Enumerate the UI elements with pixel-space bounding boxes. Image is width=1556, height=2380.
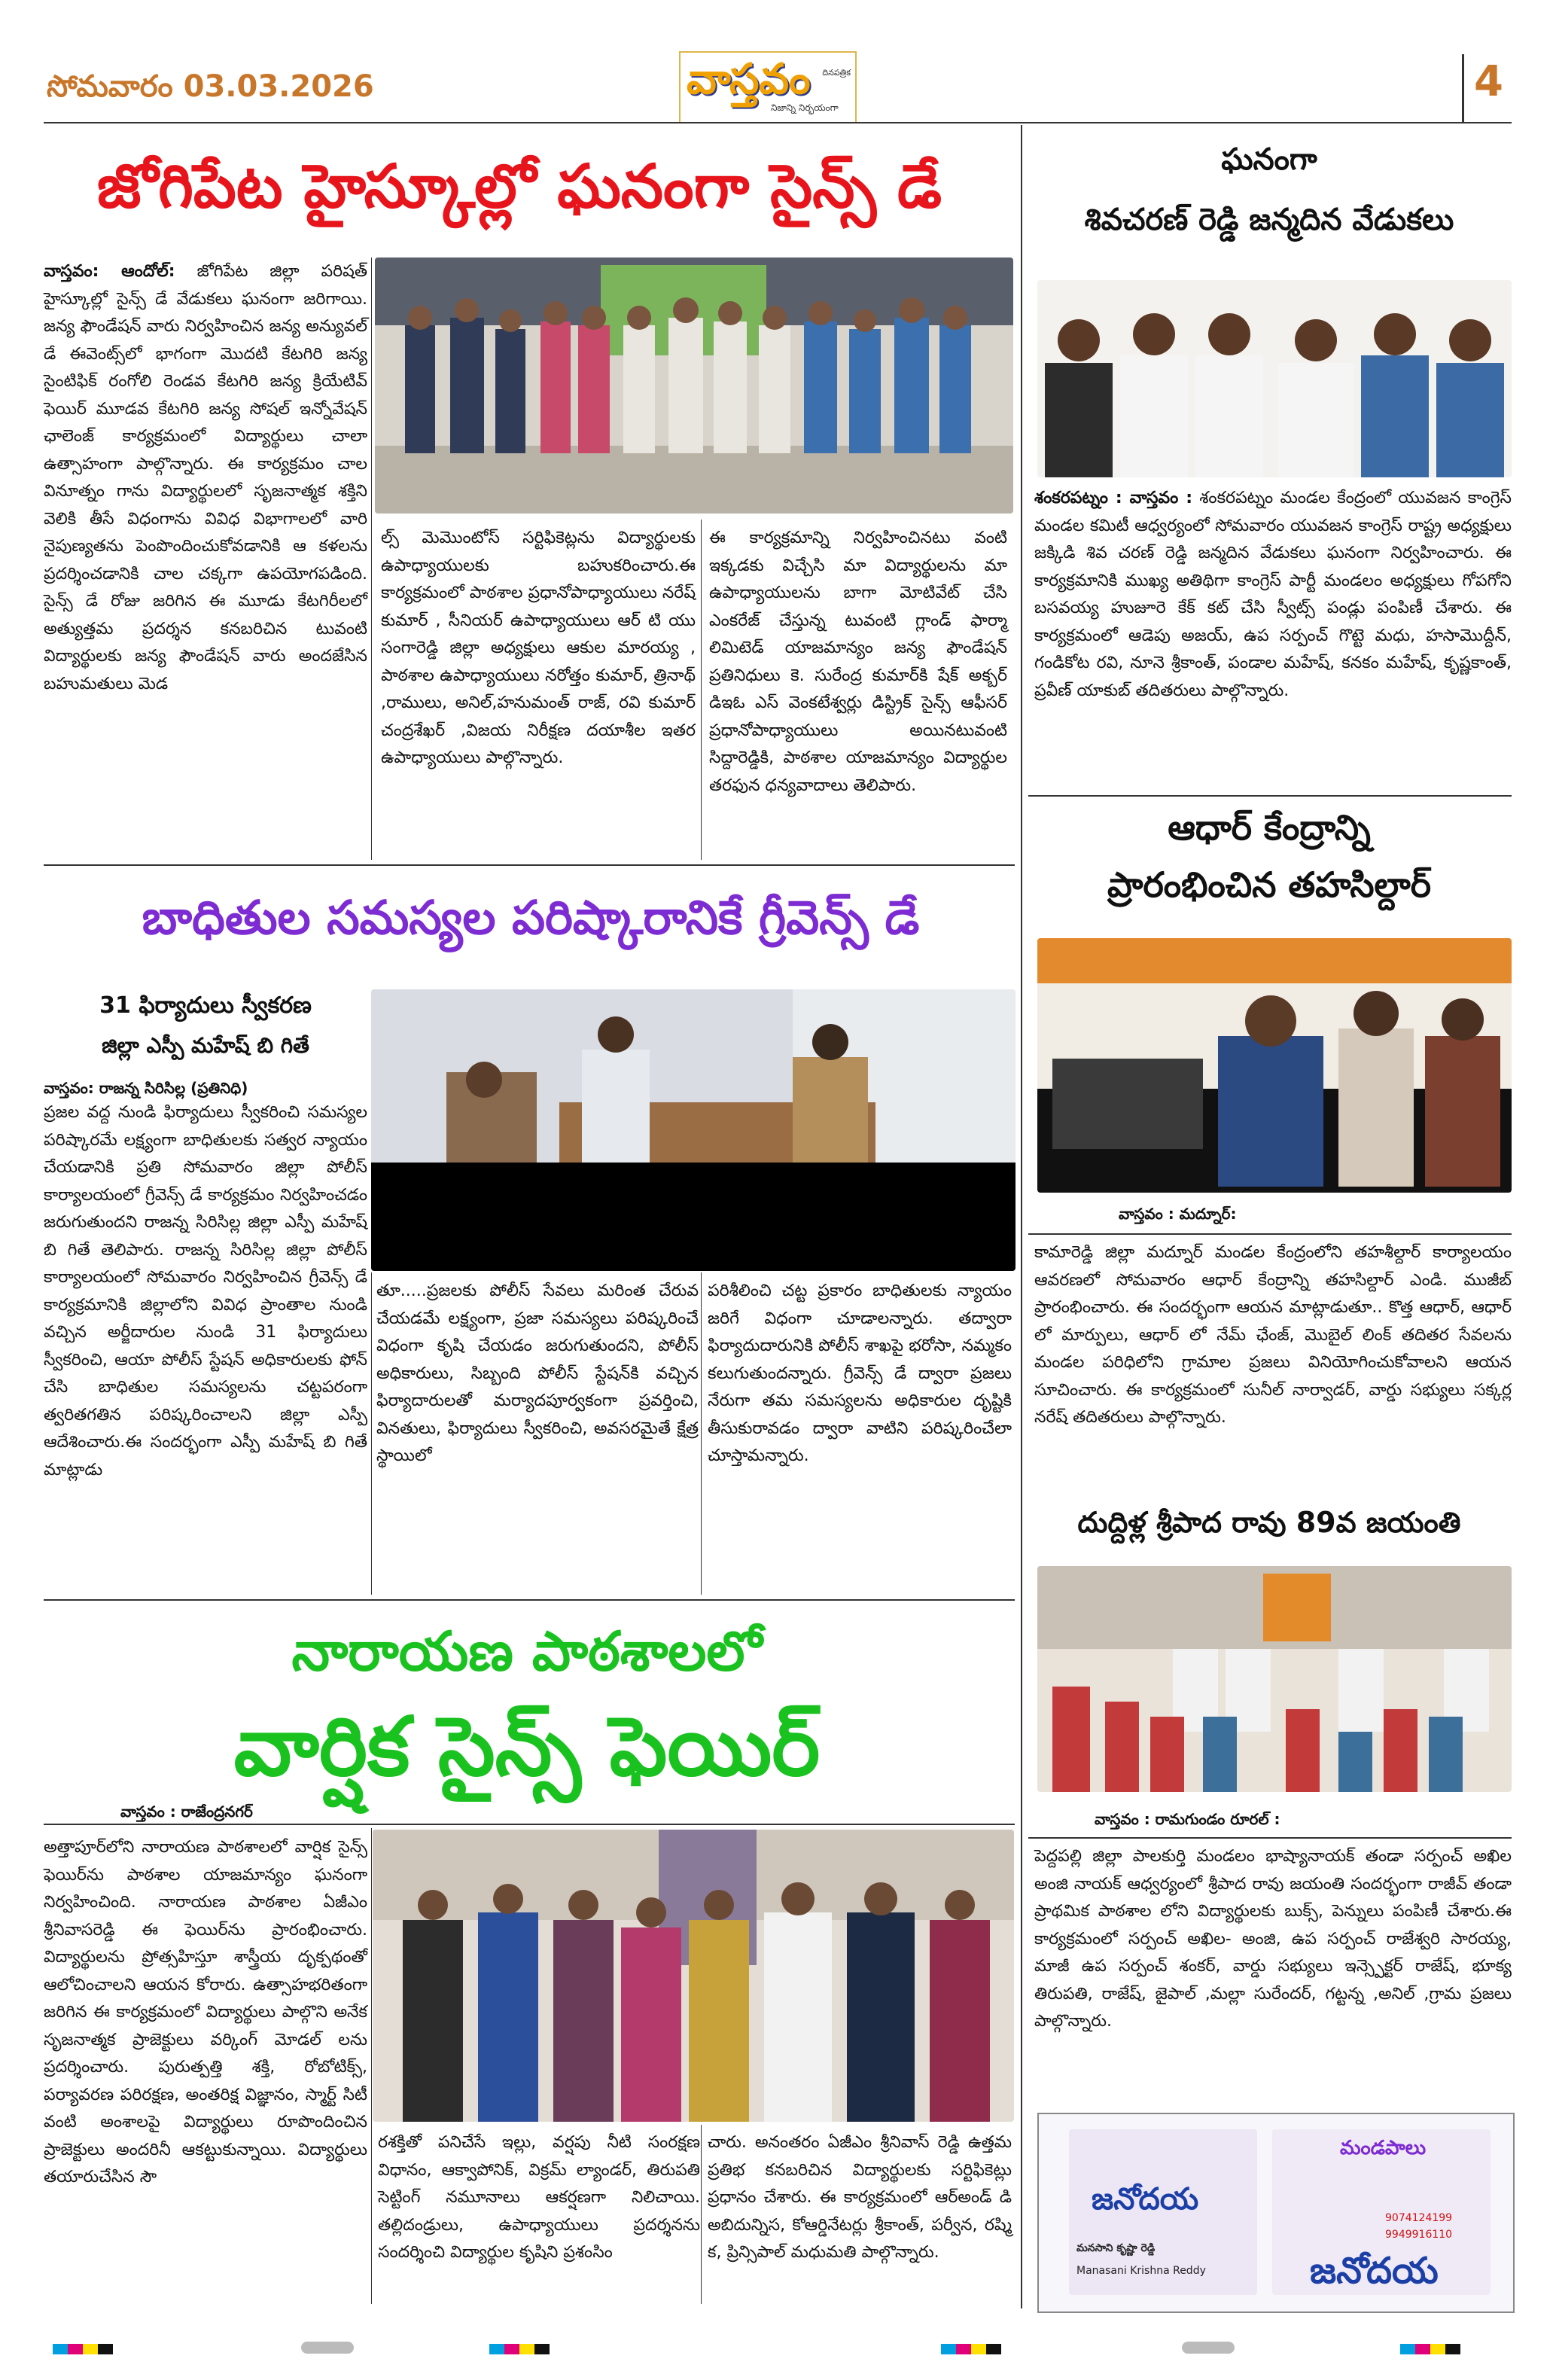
right-column-divider xyxy=(1021,125,1022,2308)
story3-col1 xyxy=(44,1834,367,2192)
right2-body xyxy=(1034,1239,1512,1432)
story1-col1 xyxy=(44,258,367,698)
advertisement xyxy=(1037,2113,1515,2313)
story3-headline-line1: నారాయణ పాఠశాలలో xyxy=(291,1620,763,1683)
right3-dateline-rule xyxy=(1028,1837,1512,1839)
story1-col1-text: జోగిపేట జిల్లా పరిషత్ హైస్కూల్లో సైన్స్ డే వేడుకలు ఘనంగా జరిగాయి. జన్య ఫౌండేషన్ వారు నిర్వహించిన జన్య అన్యువల్ డే ఈవెంట్స్‌లో భాగంగా మొదటి కేటగిరి జన్య సైంటిఫిక్ రంగోలి రెండవ కేటగిరి జన్య క్రియేటివ్ ఫెయిర్ మూడవ కేటగిరి జన్య సోషల్ ఇన్నోవేషన్ ఛాలెంజ్ కార్యక్రమంలో విద్యార్థులు చాలా ఉత్సాహంగా పాల్గొన్నారు. ఈ కార్యక్రమం చాల వినూత్నం గాను విద్యార్థులలో సృజనాత్మక శక్తిని వెలికి తీసే విధంగాను వివిధ విభాగాలలో వారి నైపుణ్యతను పెంపొందించుకోవడానికి ఆ కళలను ప్రదర్శించడానికి చాల చక్కగా ఉపయోగపడింది. సైన్స్ డే రోజు జరిగిన ఈ మూడు కేటగిరీలలో అత్యుత్తమ ప్రదర్శన కనబరిచిన టువంటి విద్యార్థులకు జన్య ఫౌండేషన్ వారు అందజేసిన బహుమతులు మెడ xyxy=(44,262,367,693)
registration-mark-1 xyxy=(301,2342,354,2354)
ad-brand: జనోదయ xyxy=(1310,2250,1439,2292)
registration-mark-2 xyxy=(1182,2342,1235,2354)
right2-dateline: వాస్తవం : మద్నూర్: xyxy=(1119,1205,1237,1223)
story2-col2 xyxy=(376,1278,699,1470)
col-divider-3b xyxy=(701,2125,702,2304)
story2-col3 xyxy=(708,1278,1012,1470)
header-rule xyxy=(44,122,1512,123)
story2-col3-text: పరిశీలించి చట్ట ప్రకారం బాధితులకు న్యాయం జరిగే విధంగా చూడాలన్నారు. తద్వారా ఫిర్యాదుదారునికి పోలీస్ శాఖపై భరోసా, నమ్మకం కలుగుతుందన్నారు. గ్రీవెన్స్ డే ద్వారా ప్రజలు నేరుగా తమ సమస్యలను అధికారుల దృష్టికి తీసుకురావడం ద్వారా వాటిని పరిష్కరించేలా చూస్తామన్నారు. xyxy=(708,1281,1012,1465)
ad-right-panel xyxy=(1272,2129,1491,2295)
story1-dateline: వాస్తవం: ఆందోల్: xyxy=(44,262,175,281)
right3-dateline: వాస్తవం : రామగుండం రూరల్ : xyxy=(1095,1810,1280,1828)
group-photo-illustration xyxy=(375,258,1013,513)
story3-col2-text: రశక్తితో పనిచేసే ఇల్లు, వర్షపు నీటి సంరక్షణ విధానం, ఆక్వాపోనిక్, విక్రమ్ ల్యాండర్, తిరుపతి సెట్టింగ్ నమూనాలు ఆకర్షణగా నిలిచాయి. తల్లిదండ్రులు, ఉపాధ్యాయులు ప్రదర్శనను సందర్శించి విద్యార్థుల కృషిని ప్రశంసిం xyxy=(378,2133,700,2262)
story1-col3-text: ఈ కార్యక్రమాన్ని నిర్వహించినటు వంటి ఇక్కడకు విచ్చేసి మా విద్యార్థులను మా ఉపాధ్యాయులను బాగా మోటివేట్ చేసి ఎంకరేజ్ చేస్తున్న టువంటి గ్లాండ్ ఫార్మా లిమిటెడ్ యాజమాన్యం జన్య ఫౌండేషన్ ప్రతినిధులు కె. సురేంద్ర కుమార్‌కి షేక్ అక్బర్ డిఇఓ ఎస్ వెంకటేశ్వర్లు డిస్ట్రిక్ సైన్స్ ఆఫీసర్ ప్రధానోపాధ్యాయులు అయినటువంటి సిద్దారెడ్డికి, పాఠశాల యాజమాన్యం విద్యార్థుల తరఫున ధన్యవాదాలు తెలిపారు. xyxy=(709,529,1007,795)
story2-col2-text: తూ.....ప్రజలకు పోలీస్ సేవలు మరింత చేరువ చేయడమే లక్ష్యంగా, ప్రజా సమస్యలు పరిష్కరించే విధంగా కృషి చేయడం జరుగుతుందని, పోలీస్ అధికారులు, సిబ్బంది పోలీస్ స్టేషన్‌కి వచ్చిన ఫిర్యాదారులతో మర్యాదపూర్వకంగా ప్రవర్తించి, వినతులు, ఫిర్యాదులు స్వీకరించి, అవసరమైతే క్షేత్ర స్థాయిలో xyxy=(376,1281,699,1465)
story3-top-rule xyxy=(44,1824,1015,1825)
right1-body xyxy=(1034,485,1512,705)
story1-headline: జోగిపేట హైస్కూల్లో ఘనంగా సైన్స్ డే xyxy=(96,151,942,221)
story2-sub1: 31 ఫిర్యాదులు స్వీకరణ xyxy=(99,992,312,1019)
right2-photo xyxy=(1037,938,1512,1193)
col-divider-2b xyxy=(701,1272,702,1595)
story2-sub2: జిల్లా ఎస్పీ మహేష్ బి గితే xyxy=(102,1033,309,1058)
story3-col1-text: అత్తాపూర్‌లోని నారాయణ పాఠశాలలో వార్షిక సైన్స్ ఫెయిర్‌ను పాఠశాల యాజమాన్యం ఘనంగా నిర్వహించింది. నారాయణ పాఠశాల ఏజీఎం శ్రీనివాసరెడ్డి ఈ ఫెయిర్‌ను ప్రారంభించారు. విద్యార్థులను ప్రోత్సహిస్తూ శాస్త్రీయ దృక్పథంతో ఆలోచించాలని ఆయన కోరారు. ఉత్సాహభరితంగా జరిగిన ఈ కార్యక్రమంలో విద్యార్థులు పాల్గొని అనేక సృజనాత్మక ప్రాజెక్టులు వర్కింగ్ మోడల్ లను ప్రదర్శించారు. పురుత్పత్తి శక్తి, రోబోటిక్స్, పర్యావరణ పరిరక్షణ, అంతరిక్ష విజ్ఞానం, స్మార్ట్ సిటీ వంటి అంశాలపై విద్యార్థులు రూపొందించిన ప్రాజెక్టులు అందరినీ ఆకట్టుకున్నాయి. విద్యార్థులు తయారుచేసిన సౌ xyxy=(44,1838,367,2186)
jayanthi-photo-illustration xyxy=(1037,1566,1512,1792)
aadhaar-center-photo-illustration xyxy=(1037,938,1512,1193)
cmyk-bar-2 xyxy=(489,2343,550,2357)
page-number-divider xyxy=(1462,54,1464,123)
story3-col2 xyxy=(378,2129,700,2267)
right2-headline-line1: ఆధార్ కేంద్రాన్ని xyxy=(1168,807,1371,848)
col-divider-3a xyxy=(371,1828,372,2304)
masthead-edition: దినపత్రిక xyxy=(822,68,851,78)
story3-dateline: వాస్తవం : రాజేంద్రనగర్ xyxy=(120,1803,253,1821)
story1-col2-text: ల్స్ మెమొంటోస్ సర్టిఫికెట్లను విద్యార్థులకు ఉపాధ్యాయులకు బహుకరించారు.ఈ కార్యక్రమంలో పాఠశాల ప్రధానోపాధ్యాయులు నరేష్ కుమార్ , సీనియర్ ఉపాధ్యాయులు ఆర్ టి యు సంగారెడ్డి జిల్లా అధ్యక్షులు ఆకుల మారయ్య , పాఠశాల ఉపాధ్యాయులు నరోత్తం కుమార్, త్రినాథ్ ,రాములు, అనిల్,హనుమంత్ రాజ్, రవి కుమార్ చంద్రశేఖర్ ,విజయ నిరీక్షణ దయాశీల ఇతర ఉపాధ్యాయులు పాల్గొన్నారు. xyxy=(381,529,696,767)
right1-headline-line2: శివచరణ్ రెడ్డి జన్మదిన వేడుకలు xyxy=(1084,203,1454,237)
right2-dateline-rule xyxy=(1028,1233,1512,1235)
ad-mandapalu-logo: మండపాలు xyxy=(1340,2137,1427,2159)
right1-bottom-rule xyxy=(1028,795,1512,797)
story3-col3-text: చారు. అనంతరం ఏజీఎం శ్రీనివాస్ రెడ్డి ఉత్తమ ప్రతిభ కనబరిచిన విద్యార్థులకు సర్టిఫికెట్లు ప్రధానం చేశారు. ఈ కార్యక్రమంలో ఆర్అండ్ డి అబిదున్నిస, కోఆర్డినేటర్లు శ్రీకాంత్, పర్వీన, రష్మి క, ప్రిన్సిపాల్ మధుమతి పాల్గొన్నారు. xyxy=(708,2133,1012,2262)
cmyk-bar-1 xyxy=(53,2343,113,2357)
masthead-tagline: నిజాన్ని నిర్భయంగా xyxy=(771,102,839,113)
right1-photo xyxy=(1037,280,1512,477)
story2-col1 xyxy=(44,1077,367,1484)
right2-headline-line2: ప్రారంభించిన తహసిల్దార్ xyxy=(1107,864,1431,905)
story2-dateline: వాస్తవం: రాజన్న సిరిసిల్ల (ప్రతినిధి) xyxy=(44,1079,248,1097)
story1-photo xyxy=(375,258,1013,513)
cmyk-bar-4 xyxy=(1400,2343,1460,2357)
masthead-logo xyxy=(679,51,857,123)
col-divider-2a xyxy=(371,1272,372,1595)
right1-headline-line1: ఘనంగా xyxy=(1221,142,1317,177)
col-divider-1a xyxy=(371,258,372,860)
issue-date: సోమవారం 03.03.2026 xyxy=(47,69,374,104)
ad-phone-1: 9074124199 xyxy=(1385,2212,1453,2224)
right3-headline: దుద్దిళ్ల శ్రీపాద రావు 89వ జయంతి xyxy=(1077,1506,1461,1539)
col-divider-1b xyxy=(701,520,702,860)
cmyk-bar-3 xyxy=(941,2343,1001,2357)
right3-text: పెద్దపల్లి జిల్లా పాలకుర్తి మండలం భాష్యానాయక్ తండా సర్పంచ్ అఖిల అంజి నాయక్ ఆధ్వర్యంలో శ్రీపాద రావు జయంతి సందర్భంగా రాజీవ్ తండా ప్రాథమిక పాఠశాల లోని విద్యార్థులకు బుక్స్, పెన్నులు పంపిణీ చేశారు.ఈ కార్యక్రమంలో సర్పంచ్ అఖిల- అంజి, ఉప సర్పంచ్ రాజేశ్వరి సారయ్య, మాజీ ఉప సర్పంచ్ శంకర్, వార్డు సభ్యులు ఇన్స్పెక్టర్ రాజేష్, భూక్య తిరుపతి, రాజేష్, జైపాల్ ,మల్లా సురేందర్, గట్టన్న ,అనిల్ ,గ్రామ ప్రజలు పాల్గొన్నారు. xyxy=(1034,1847,1512,2031)
story1-col3 xyxy=(709,525,1007,800)
right3-body xyxy=(1034,1843,1512,2036)
story2-bottom-rule xyxy=(44,1599,1015,1601)
office-photo-illustration xyxy=(371,989,1016,1271)
birthday-photo-illustration xyxy=(1037,280,1512,477)
story2-photo xyxy=(371,989,1016,1271)
right1-dateline: శంకరపట్నం : వాస్తవం : xyxy=(1034,489,1192,507)
right1-text: శంకరపట్నం మండల కేంద్రంలో యువజన కాంగ్రెస్ మండల కమిటీ ఆధ్వర్యంలో సోమవారం యువజన కాంగ్రెస్ రాష్ట్ర అధ్యక్షులు జక్కిడి శివ చరణ్ రెడ్డి జన్మదిన వేడుకలు ఘనంగా నిర్వహించారు. ఈ కార్యక్రమానికి ముఖ్య అతిథిగా కాంగ్రెస్ పార్టీ మండలం అధ్యక్షులు గోపగోని బసవయ్య హుజూరె కేక్ కట్ చేసి స్వీట్స్ పండ్లు పంపిణీ చేశారు. ఈ కార్యక్రమంలో ఆడెపు అజయ్, ఉప సర్పంచ్ గొట్టె మధు, హసామొద్దీన్, గండికోట రవి, నూనె శ్రీకాంత్, పండాల మహేష్, కనకం మహేష్, కృష్ణకాంత్, ప్రవీణ్ యాకుబ్ తదితరులు పాల్గొన్నారు. xyxy=(1034,489,1512,700)
masthead-title: వాస్తవం xyxy=(687,54,811,104)
ad-phone-2: 9949916110 xyxy=(1385,2229,1453,2241)
ad-name: Manasani Krishna Reddy xyxy=(1076,2265,1206,2277)
story3-photo xyxy=(373,1830,1014,2122)
story3-headline-line2: వార్షిక సైన్స్ ఫెయిర్ xyxy=(233,1700,821,1794)
science-fair-photo-illustration xyxy=(373,1830,1014,2122)
page-number: 4 xyxy=(1474,57,1503,106)
ad-title: మనసాని కృష్ణా రెడ్డి xyxy=(1076,2242,1156,2254)
story1-col2 xyxy=(381,525,696,773)
story1-bottom-rule xyxy=(44,864,1015,866)
story3-col3 xyxy=(708,2129,1012,2267)
right3-photo xyxy=(1037,1566,1512,1792)
ad-left-logo: జనోదయ xyxy=(1092,2182,1199,2217)
right2-text: కామారెడ్డి జిల్లా మద్నూర్ మండల కేంద్రంలోని తహశీల్దార్ కార్యాలయం ఆవరణలో సోమవారం ఆధార్ కేంద్రాన్ని తహసిల్దార్ ఎండి. ముజీబ్ ప్రారంభించారు. ఈ సందర్భంగా ఆయన మాట్లాడుతూ.. కొత్త ఆధార్, ఆధార్ లో మార్పులు, ఆధార్ లో నేమ్ ఛేంజ్, మొబైల్ లింక్ తదితర సేవలను మండల పరిధిలోని గ్రామాల ప్రజలు వినియోగించుకోవాలని ఆయన సూచించారు. ఈ కార్యక్రమంలో సునీల్ నార్వాడర్, వార్డు సభ్యులు సక్కర్ల నరేష్ తదితరులు పాల్గొన్నారు. xyxy=(1034,1243,1512,1427)
story2-col1-text: ప్రజల వద్ద నుండి ఫిర్యాదులు స్వీకరించి సమస్యల పరిష్కారమే లక్ష్యంగా బాధితులకు సత్వర న్యాయం చేయడానికి ప్రతి సోమవారం జిల్లా పోలీస్ కార్యాలయంలో గ్రీవెన్స్ డే కార్యక్రమం నిర్వహించడం జరుగుతుందని రాజన్న సిరిసిల్ల జిల్లా ఎస్పీ మహేష్ బి గితే తెలిపారు. రాజన్న సిరిసిల్ల జిల్లా పోలీస్ కార్యాలయంలో సోమవారం నిర్వహించిన గ్రీవెన్స్ డే కార్యక్రమానికి జిల్లాలోని వివిధ ప్రాంతాల నుండి వచ్చిన అర్జీదారుల నుండి 31 ఫిర్యాదులు స్వీకరించి, ఆయా పోలీస్ స్టేషన్ అధికారులకు ఫోన్ చేసి బాధితుల సమస్యలను చట్టపరంగా త్వరితగతిన పరిష్కరించాలని జిల్లా ఎస్పీ ఆదేశించారు.ఈ సందర్భంగా ఎస్పీ మహేష్ బి గితే మాట్లాడు xyxy=(44,1103,367,1480)
story2-headline: బాధితుల సమస్యల పరిష్కారానికే గ్రీవెన్స్ డే xyxy=(142,890,920,945)
ad-left-panel xyxy=(1069,2129,1257,2295)
